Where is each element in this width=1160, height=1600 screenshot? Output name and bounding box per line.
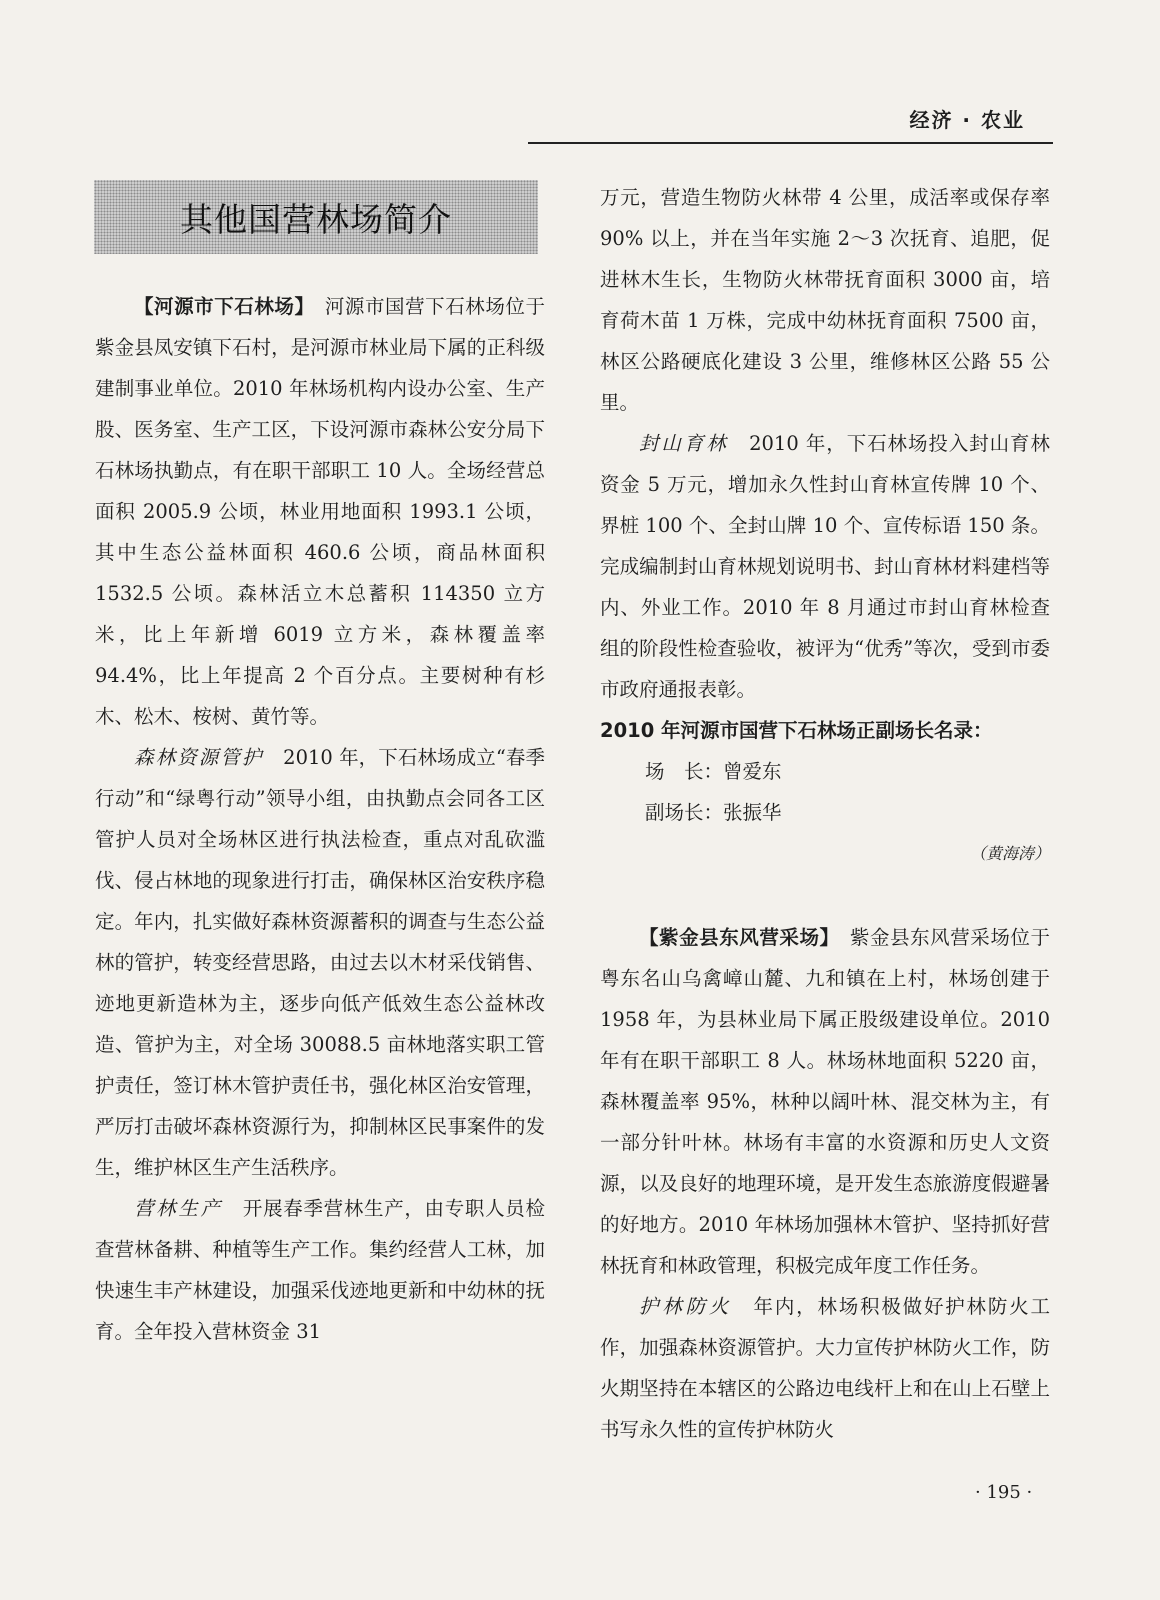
section-gap	[600, 869, 1050, 917]
section-label: 经济 · 农业	[909, 108, 1025, 132]
entry-heading-xiashi: 【河源市下石林场】	[134, 295, 305, 318]
forest-mgmt-text: 2010 年，下石林场成立“春季行动”和“绿粤行动”领导小组，由执勤点会同各工区管护人员对全场林区进行执法检查，重点对乱砍滥伐、侵占林地的现象进行打击，确保林区治安秩序稳定。年内，扎实做好森林资源蓄积的调查与生态公益林的管护，转变经营思路，由过去以木材采伐销售、迹地更新造林为主，逐步向低产低效生态公益林改造、管护为主，对全场 30088.5 亩林地落实职工管护责任，签订林木管护责任书，强化林区治安管理，严厉打击破坏森林资源行为，抑制林区民事案件的发生，维护林区生产生活秩序。	[95, 746, 545, 1179]
author-signature: （黄海涛）	[969, 844, 1050, 863]
closure-paragraph	[600, 423, 1050, 710]
continued-paragraph: 万元，营造生物防火林带 4 公里，成活率或保存率 90% 以上，并在当年实施 2～3 次抚育、追肥，促进林木生长，生物防火林带抚育面积 3000 亩，培育荷木苗 1 万株，完成中幼林抚育面积 7500 亩，林区公路硬底化建设 3 公里，维修林区公路 55 公里。	[600, 186, 1050, 414]
subheading-closure: 封山育林	[639, 432, 729, 455]
article-title: 其他国营林场简介	[180, 199, 452, 239]
forest-mgmt-paragraph	[95, 737, 545, 1188]
roster-item-director: 场 长：曾爱东	[645, 760, 782, 783]
subheading-fire: 护林防火	[639, 1295, 733, 1318]
header-rule	[528, 142, 1053, 144]
subheading-afforest: 营林生产	[134, 1197, 223, 1220]
closure-text: 2010 年，下石林场投入封山育林资金 5 万元，增加永久性封山育林宣传牌 10 个、界桩 100 个、全封山牌 10 个、宣传标语 150 条。完成编制封山育林规划说明书、封山育林材料建档等内、外业工作。2010 年 8 月通过市封山育林检查组的阶段性检查验收，被评为“优秀”等次，受到市委市政府通报表彰。	[600, 432, 1050, 701]
afforest-paragraph	[95, 1188, 545, 1352]
fire-paragraph	[600, 1286, 1050, 1450]
page-number: · 195 ·	[975, 1482, 1033, 1503]
dongfeng-intro-paragraph	[600, 917, 1050, 1286]
roster-item-deputy: 副场长：张振华	[645, 801, 782, 824]
article-title-banner	[94, 180, 538, 254]
roster-title: 2010 年河源市国营下石林场正副场长名录：	[600, 719, 993, 742]
dongfeng-intro-text: 紫金县东风营采场位于粤东名山乌禽嶂山麓、九和镇在上村，林场创建于 1958 年，为县林业局下属正股级建设单位。2010 年有在职干部职工 8 人。林场林地面积 5220 亩，森林覆盖率 95%，林种以阔叶林、混交林为主，有一部分针叶林。林场有丰富的水资源和历史人文资源，以及良好的地理环境，是开发生态旅游度假避暑的好地方。2010 年林场加强林木管护、坚持抓好营林抚育和林政管理，积极完成年度工作任务。	[600, 926, 1050, 1277]
left-column	[95, 286, 545, 1352]
intro-paragraph	[95, 286, 545, 737]
entry-heading-dongfeng: 【紫金县东风营采场】	[639, 926, 830, 949]
subheading-forest-mgmt: 森林资源管护	[134, 746, 264, 769]
fire-text: 年内，林场积极做好护林防火工作，加强森林资源管护。大力宣传护林防火工作，防火期坚持在本辖区的公路边电线杆上和在山上石壁上书写永久性的宣传护林防火	[600, 1295, 1050, 1441]
intro-text: 河源市国营下石林场位于紫金县凤安镇下石村，是河源市林业局下属的正科级建制事业单位。2010 年林场机构内设办公室、生产股、医务室、生产工区，下设河源市森林公安分局下石林场执勤点，有在职干部职工 10 人。全场经营总面积 2005.9 公顷，林业用地面积 1993.1 公顷，其中生态公益林面积 460.6 公顷，商品林面积 1532.5 公顷。森林活立木总蓄积 114350 立方米，比上年新增 6019 立方米，森林覆盖率 94.4%，比上年提高 2 个百分点。主要树种有杉木、松木、桉树、黄竹等。	[95, 295, 545, 728]
afforest-text: 开展春季营林生产，由专职人员检查营林备耕、种植等生产工作。集约经营人工林，加快速生丰产林建设，加强采伐迹地更新和中幼林的抚育。全年投入营林资金 31	[95, 1197, 545, 1343]
right-column	[600, 177, 1050, 1450]
